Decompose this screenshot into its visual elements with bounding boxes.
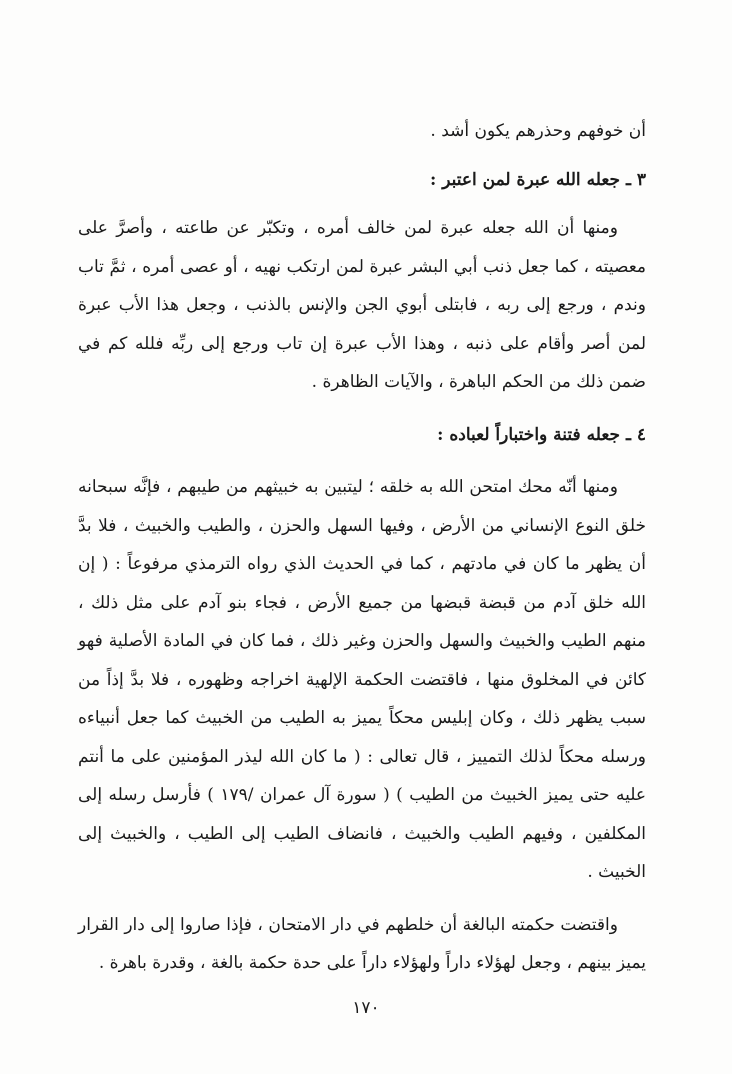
page-number: ١٧٠ — [352, 998, 380, 1018]
section-3-heading: ٣ ـ جعله الله عبرة لمن اعتبر : — [430, 169, 646, 190]
section-3-paragraph: ومنها أن الله جعله عبرة لمن خالف أمره ، وتكبّر عن طاعته ، وأصرَّ على معصيته ، كما جعل ذنب أبي البشر عبرة لمن ارتكب نهيه ، أو عصى أمره ، ثمَّ تاب وندم ، ورجع إلى ربه ، فابتلى أبوي الجن والإنس بالذنب ، وجعل هذا الأب عبرة لمن أصر وأقام على ذنبه ، وهذا الأب عبرة إن تاب ورجع إلى ربِّه فلله كم في ضمن ذلك من الحكم الباهرة ، والآيات الظاهرة . — [78, 218, 646, 392]
section-4-heading: ٤ ـ جعله فتنة واختباراً لعباده : — [437, 424, 646, 445]
section-4-paragraph: ومنها أنّه محك امتحن الله به خلقه ؛ ليتبين به خبيثهم من طيبهم ، فإنَّه سبحانه خلق النوع الإنساني من الأرض ، وفيها السهل والحزن ، والطيب والخبيث ، فلا بدَّ أن يظهر ما كان في مادتهم ، كما في الحديث الذي رواه الترمذي مرفوعاً : ( إن الله خلق آدم من قبضة قبضها من جميع الأرض ، فجاء بنو آدم على مثل ذلك ، منهم الطيب والخبيث والسهل والحزن وغير ذلك ، فما كان في المادة الأصلية فهو كائن في المخلوق منها ، فاقتضت الحكمة الإلهية اخراجه وظهوره ، فلا بدَّ إذاً من سبب يظهر ذلك ، وكان إبليس محكاً يميز به الطيب من الخبيث كما جعل أنبياءه ورسله محكاً لذلك التمييز ، قال تعالى : ( ما كان الله ليذر المؤمنين على ما أنتم عليه حتى يميز الخبيث من الطيب ) ( سورة آل عمران /١٧٩ ) فأرسل رسله إلى المكلفين ، وفيهم الطيب والخبيث ، فانضاف الطيب إلى الطيب ، والخبيث إلى الخبيث . — [78, 477, 646, 882]
closing-paragraph: واقتضت حكمته البالغة أن خلطهم في دار الامتحان ، فإذا صاروا إلى دار القرار يميز بينهم ، وجعل لهؤلاء داراً ولهؤلاء داراً على حدة حكمة بالغة ، وقدرة باهرة . — [78, 914, 646, 973]
opening-line: أن خوفهم وحذرهم يكون أشد . — [430, 121, 646, 141]
page-body — [78, 112, 646, 983]
